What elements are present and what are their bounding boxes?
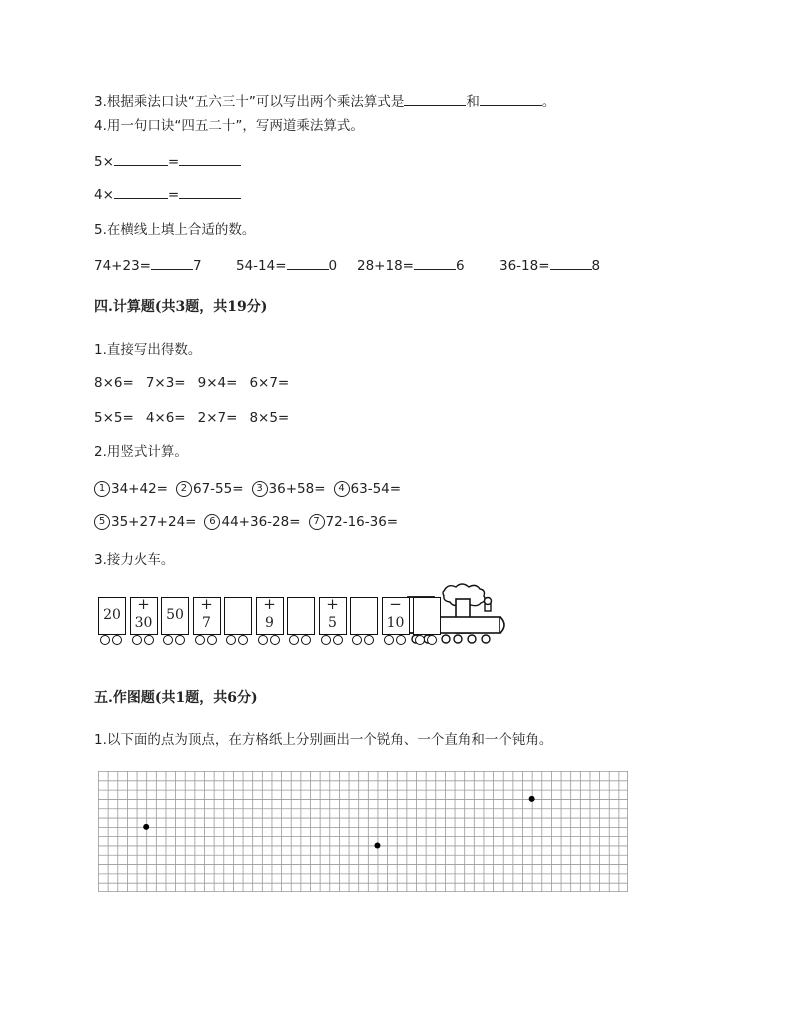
train-wheel	[321, 635, 331, 645]
train-wheel	[396, 635, 406, 645]
q5-item-3	[357, 257, 499, 275]
section5-title: 五.作图题(共1题，共6分)	[94, 690, 258, 706]
circled-number: 7	[309, 514, 325, 530]
q5-item-3-left: 28+18=	[357, 258, 414, 274]
train-wheel	[132, 635, 142, 645]
s4-q2-row-2	[94, 513, 406, 531]
train-wheel	[144, 635, 154, 645]
q4-row2-blank-2[interactable]	[179, 186, 241, 199]
train-car-number: 20	[103, 607, 121, 623]
q5-item-1-blank[interactable]	[151, 257, 193, 270]
q4-text: 4.用一句口诀“四五二十”，写两道乘法算式。	[94, 118, 364, 134]
s4-q1-row-1	[94, 374, 301, 392]
train-wheel	[258, 635, 268, 645]
train-car[interactable]	[350, 597, 378, 635]
q4-row1-eq: =	[167, 154, 180, 170]
q4-row2-eq: =	[167, 187, 180, 203]
q5-item-3-blank[interactable]	[414, 257, 456, 270]
q4-row1-prefix: 5×	[94, 154, 114, 170]
s4-q1-expr: 8×6=	[94, 375, 134, 391]
circled-number: 4	[334, 481, 350, 497]
q4-row-2	[94, 186, 241, 204]
vertex-point	[374, 842, 380, 848]
s4-q2-item	[94, 480, 168, 498]
q3-and: 和	[466, 94, 480, 110]
q5-item-4-left: 36-18=	[499, 258, 550, 274]
q3-blank-1[interactable]	[404, 93, 466, 106]
train-wheel	[163, 635, 173, 645]
q5-item-4	[499, 257, 600, 275]
train-wheel	[226, 635, 236, 645]
section4-title: 四.计算题(共3题，共19分)	[94, 299, 268, 315]
train-wheel	[415, 635, 425, 645]
train-car-number: 9	[265, 615, 274, 631]
train-wheel	[333, 635, 343, 645]
s4-q2-text: 2.用竖式计算。	[94, 444, 188, 460]
q4-row2-blank-1[interactable]	[114, 186, 168, 199]
train-car-number: 5	[328, 615, 337, 631]
q5-item-1	[94, 257, 236, 275]
train-wheel	[289, 635, 299, 645]
train-wheel	[207, 635, 217, 645]
s4-q2-row-1	[94, 480, 409, 498]
q4-row2-prefix: 4×	[94, 187, 114, 203]
circled-number: 6	[204, 514, 220, 530]
s4-q1-expr: 8×5=	[249, 410, 290, 426]
train-car-number: 10	[386, 615, 405, 631]
graph-paper-grid[interactable]	[98, 771, 628, 892]
q5-item-1-left: 74+23=	[94, 258, 151, 274]
train-car	[98, 597, 126, 635]
q5-item-3-right: 6	[455, 258, 465, 274]
train-car-operator: +	[137, 595, 150, 613]
q3-end: 。	[541, 94, 556, 110]
q5-item-1-right: 7	[192, 258, 202, 274]
train-car-number: 30	[134, 615, 153, 631]
vertex-point	[529, 796, 535, 802]
train-car[interactable]	[287, 597, 315, 635]
s4-q1-expr: 6×7=	[249, 375, 290, 391]
s4-q2-expr: 63-54=	[350, 481, 402, 497]
s4-q1-expr: 9×4=	[197, 375, 238, 391]
q5-item-2-blank[interactable]	[287, 257, 329, 270]
s4-q2-item	[94, 513, 196, 531]
train-wheel	[175, 635, 185, 645]
s4-q2-expr: 34+42=	[111, 481, 168, 497]
train-car-number: 50	[166, 607, 184, 623]
s4-q2-expr: 67-55=	[192, 481, 244, 497]
train-wheel	[270, 635, 280, 645]
train-wheel	[384, 635, 394, 645]
train-car	[193, 597, 221, 635]
s4-q1-expr: 2×7=	[197, 410, 238, 426]
train-wheel	[195, 635, 205, 645]
s4-q1-expr: 5×5=	[94, 410, 134, 426]
circled-number: 3	[252, 481, 268, 497]
train-car	[130, 597, 158, 635]
s5-q1-text: 1.以下面的点为顶点，在方格纸上分别画出一个锐角、一个直角和一个钝角。	[94, 732, 553, 748]
s4-q2-item	[334, 480, 402, 498]
s4-q2-expr: 36+58=	[268, 481, 326, 497]
train-wheel	[238, 635, 248, 645]
circled-number: 2	[176, 481, 192, 497]
q5-item-4-right: 8	[591, 258, 601, 274]
q5-items	[94, 257, 600, 275]
q5-item-2-left: 54-14=	[236, 258, 287, 274]
q4-row1-blank-1[interactable]	[114, 153, 168, 166]
q4-row1-blank-2[interactable]	[179, 153, 241, 166]
train-wheel	[301, 635, 311, 645]
train-wheel	[100, 635, 110, 645]
s4-q3-text: 3.接力火车。	[94, 552, 175, 568]
s4-q2-item	[204, 513, 300, 531]
train-car-operator: +	[326, 595, 339, 613]
train-wheel	[112, 635, 122, 645]
train-car[interactable]	[413, 597, 441, 635]
q3-blank-2[interactable]	[480, 93, 542, 106]
s4-q2-expr: 72-16-36=	[325, 514, 399, 530]
s4-q1-expr: 7×3=	[145, 375, 186, 391]
train-wheel	[352, 635, 362, 645]
q5-item-4-blank[interactable]	[550, 257, 592, 270]
s4-q2-item	[252, 480, 326, 498]
circled-number: 1	[94, 481, 110, 497]
train-car[interactable]	[224, 597, 252, 635]
relay-train	[96, 583, 508, 645]
train-car	[319, 597, 347, 635]
train-wheel	[427, 635, 437, 645]
s4-q2-item	[176, 480, 244, 498]
s4-q2-expr: 44+36-28=	[221, 514, 301, 530]
circled-number: 5	[94, 514, 110, 530]
q5-item-2-right: 0	[328, 258, 338, 274]
q3-text: 3.根据乘法口诀“五六三十”可以写出两个乘法算式是	[94, 94, 405, 110]
q4-row-1	[94, 153, 241, 171]
s4-q2-item	[309, 513, 399, 531]
train-car-operator: +	[263, 595, 276, 613]
q5-item-2	[236, 257, 357, 275]
q5-text: 5.在横线上填上合适的数。	[94, 222, 256, 238]
train-car-number: 7	[202, 615, 211, 631]
train-car-operator: −	[389, 595, 402, 613]
train-car	[161, 597, 189, 635]
s4-q1-text: 1.直接写出得数。	[94, 342, 202, 358]
train-car-operator: +	[200, 595, 213, 613]
vertex-point	[143, 824, 149, 830]
train-wheel	[364, 635, 374, 645]
q3-line	[94, 93, 555, 111]
train-car	[382, 597, 410, 635]
s4-q2-expr: 35+27+24=	[111, 514, 197, 530]
s4-q1-expr: 4×6=	[145, 410, 186, 426]
s4-q1-row-2	[94, 409, 301, 427]
train-car	[256, 597, 284, 635]
